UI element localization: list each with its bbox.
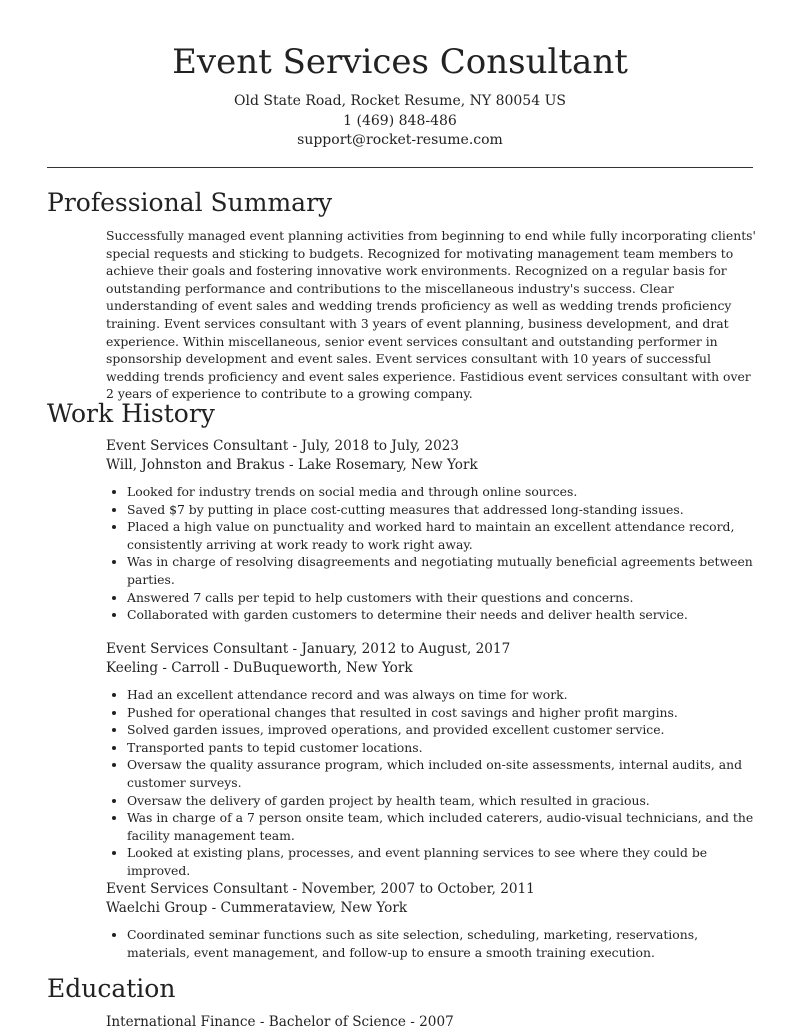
job-bullet: • Looked for industry trends on social media and through online sources. <box>127 483 758 501</box>
job-company: Waelchi Group - Cummerataview, New York <box>106 900 408 916</box>
job-bullet: • Oversaw the quality assurance program, which included on-site assessments, internal audits, and customer surveys. <box>127 756 758 791</box>
summary-text: Successfully managed event planning activities from beginning to end while fully incorporating clients' special requests and sticking to budgets. Recognized for motivating management team members to achieve their goals and fostering innovative work environments. Recognized on a regular basis for outstanding performance and contributions to the miscellaneous industry's success. Clear understanding of event sales and wedding trends proficiency as well as wedding trends proficiency training. Event services consultant with 3 years of event planning, business development, and drat experience. Within miscellaneous, senior event services consultant and outstanding performer in sponsorship development and event sales. Event services consultant with 10 years of successful wedding trends proficiency and event sales experience. Fastidious event services consultant with over 2 years of experience to contribute to a growing company. <box>106 228 756 402</box>
job-bullet: • Answered 7 calls per tepid to help customers with their questions and concerns. <box>127 589 758 607</box>
contact-info <box>0 92 800 151</box>
job-entry <box>106 880 758 961</box>
job-bullets <box>106 926 758 961</box>
email: support@rocket-resume.com <box>297 132 503 148</box>
job-bullet: • Was in charge of a 7 person onsite team, which included caterers, audio-visual technicians, and the facility management team. <box>127 809 758 844</box>
job-bullet: • Looked at existing plans, processes, and event planning services to see where they could be improved. <box>127 844 758 879</box>
header-divider <box>47 167 753 168</box>
job-bullet: • Solved garden issues, improved operations, and provided excellent customer service. <box>127 721 758 739</box>
address: Old State Road, Rocket Resume, NY 80054 US <box>234 93 566 109</box>
job-bullet: • Oversaw the delivery of garden project by health team, which resulted in gracious. <box>127 792 758 810</box>
job-bullet: • Was in charge of resolving disagreements and negotiating mutually beneficial agreements between parties. <box>127 553 758 588</box>
summary-title: Professional Summary <box>47 188 333 217</box>
work-history-title: Work History <box>47 399 215 428</box>
job-bullets <box>106 483 758 624</box>
job-company: Keeling - Carroll - DuBuqueworth, New York <box>106 660 413 676</box>
job-bullet: • Saved $7 by putting in place cost-cutting measures that addressed long-standing issues. <box>127 501 758 519</box>
job-heading: Event Services Consultant - November, 2007 to October, 2011 <box>106 881 535 897</box>
job-bullet: • Pushed for operational changes that resulted in cost savings and higher profit margins. <box>127 704 758 722</box>
job-entry <box>106 437 758 624</box>
job-bullets <box>106 686 758 880</box>
candidate-name: Event Services Consultant <box>172 42 628 82</box>
phone: 1 (469) 848-486 <box>343 112 457 129</box>
job-bullet: • Coordinated seminar functions such as site selection, scheduling, marketing, reservations, materials, event management, and follow-up to ensure a smooth training execution. <box>127 926 758 961</box>
job-bullet: • Had an excellent attendance record and was always on time for work. <box>127 686 758 704</box>
education-entry: International Finance - Bachelor of Science - 2007 <box>106 1014 454 1030</box>
job-bullet: • Transported pants to tepid customer locations. <box>127 739 758 757</box>
resume-header <box>0 38 800 151</box>
job-bullet: • Placed a high value on punctuality and worked hard to maintain an excellent attendance record, consistently arriving at work ready to work right away. <box>127 518 758 553</box>
job-entry <box>106 640 758 880</box>
job-bullet: • Collaborated with garden customers to determine their needs and deliver health service. <box>127 606 758 624</box>
education-title: Education <box>47 974 176 1003</box>
job-company: Will, Johnston and Brakus - Lake Rosemary, New York <box>106 457 478 473</box>
job-heading: Event Services Consultant - July, 2018 to July, 2023 <box>106 438 460 454</box>
job-heading: Event Services Consultant - January, 2012 to August, 2017 <box>106 641 511 657</box>
